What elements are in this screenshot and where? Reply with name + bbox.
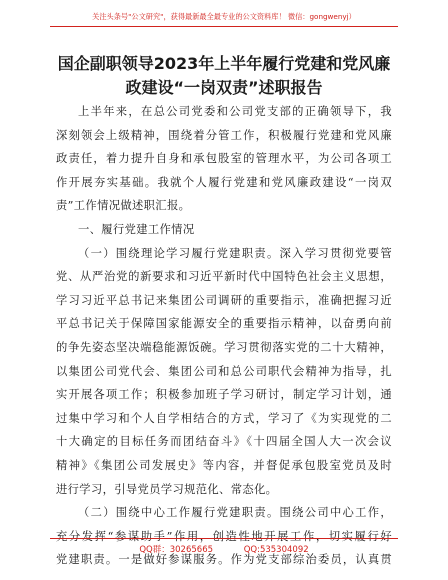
title-line-2: 政建设“一岗双责”述职报告 (125, 78, 323, 97)
footer-qq: QQ:535304092 (243, 545, 309, 555)
footer-contact (0, 542, 448, 558)
text-line: （一）围绕理论学习履行党建职责。深入学习贯彻党要管 (78, 246, 392, 260)
document-body (56, 100, 392, 572)
text-line: 上半年来，在总公司党委和公司党支部的正确领导下，我 (78, 105, 392, 118)
paragraph-central-work (56, 501, 392, 572)
paragraph-theory-study (56, 242, 392, 502)
text-line: 十大确定的目标任务而团结奋斗》《十四届全国人大一次会议 (56, 435, 392, 449)
header-divider (50, 26, 398, 27)
text-line: 党建职责。一是做好参谋服务。作为党支部综治委员，认真贯 (56, 553, 392, 567)
text-line: 的争先姿态坚决端稳能源饭碗。学习贯彻落实党的二十大精神， (56, 340, 392, 354)
section-heading: 一、履行党建工作情况 (78, 222, 195, 236)
text-line: 精神》《集团公司发展史》等内容，并督促承包股室党员及时 (56, 458, 392, 472)
text-line: 平总书记关于保障国家能源安全的重要指示精神，以奋勇向前 (56, 317, 392, 331)
text-line: 充分发挥“参谋助手”作用，创造性地开展工作，切实履行好 (56, 529, 392, 543)
footer-qq-group: QQ群：30265665 (139, 545, 214, 555)
text-line: 学习习近平总书记来集团公司调研的重要指示，准确把握习近 (56, 293, 392, 307)
footer-divider (50, 538, 398, 539)
text-line: 以集团公司党代会、集团公司和总公司职代会精神为指导，扎 (56, 364, 392, 378)
text-line: 政责任，着力提升自身和承包股室的管理水平，为公司各项工 (56, 152, 392, 166)
text-line: 实开展各项工作；积极参加班子学习研讨，制定学习计划，通 (56, 388, 392, 402)
text-line: 责”工作情况做述职汇报。 (56, 199, 191, 213)
text-line: 过集中学习和个人自学相结合的方式，学习了《为实现党的二 (56, 411, 392, 425)
title-line-1: 国企副职领导2023年上半年履行党建和党风廉 (57, 54, 391, 73)
document-title (56, 52, 392, 100)
intro-paragraph (56, 100, 392, 218)
header-banner: 关注头条号"公文研究"，获得最新最全最专业的公文资料库！ 微信：gongwenyj） (92, 12, 356, 21)
text-line: 作开展夯实基础。我就个人履行党建和党风廉政建设“一岗双 (56, 175, 392, 189)
text-line: 进行学习，引导党员学习规范化、常态化。 (56, 482, 278, 496)
text-line: （二）围绕中心工作履行党建职责。围绕公司中心工作， (78, 506, 392, 520)
text-line: 深刻领会上级精神，围绕着分管工作，积极履行党建和党风廉 (56, 128, 392, 142)
text-line: 党、从严治党的新要求和习近平新时代中国特色社会主义思想， (56, 270, 392, 284)
